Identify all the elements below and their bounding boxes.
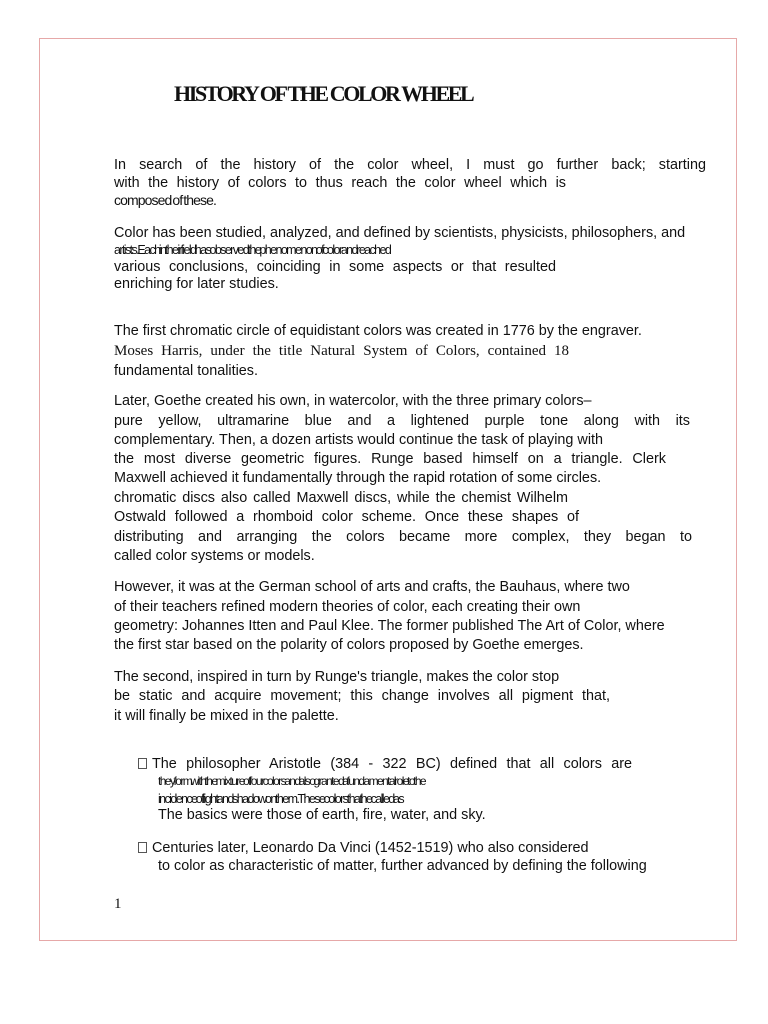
text-line: In search of the history of the color wheel, I must go further back; starting <box>114 157 706 173</box>
text-line: of their teachers refined modern theories of color, each creating their own <box>114 599 581 615</box>
text-line: to color as characteristic of matter, further advanced by defining the following <box>158 858 647 874</box>
text-line: distributing and arranging the colors became more complex, they began to <box>114 529 692 545</box>
text-line: The first chromatic circle of equidistant colors was created in 1776 by the engraver. <box>114 323 642 339</box>
text-line: enriching for later studies. <box>114 276 279 292</box>
text-line: called color systems or models. <box>114 548 315 564</box>
text-line: The basics were those of earth, fire, water, and sky. <box>158 807 486 823</box>
text-line: be static and acquire movement; this change involves all pigment that, <box>114 688 610 704</box>
bullet-box-icon <box>138 758 147 769</box>
text-line: with the history of colors to thus reach the color wheel which is <box>114 175 566 191</box>
text-line: Color has been studied, analyzed, and defined by scientists, physicists, philosophers, and <box>114 225 686 241</box>
text-line: the first star based on the polarity of colors proposed by Goethe emerges. <box>114 637 584 653</box>
text-line: Ostwald followed a rhomboid color scheme. Once these shapes of <box>114 509 579 525</box>
text-line: incidence of light and shadow on them. These colors that he called as <box>158 792 404 806</box>
text-line: various conclusions, coinciding in some aspects or that resulted <box>114 259 556 275</box>
text-line: Maxwell achieved it fundamentally through the rapid rotation of some circles. <box>114 470 602 486</box>
page-number: 1 <box>114 896 122 912</box>
text-line: pure yellow, ultramarine blue and a lightened purple tone along with its <box>114 413 690 429</box>
text-line: However, it was at the German school of arts and crafts, the Bauhaus, where two <box>114 579 630 595</box>
document-title: HISTORY OF THE COLOR WHEEL <box>174 81 473 106</box>
bullet-box-icon <box>138 842 147 853</box>
text-line: complementary. Then, a dozen artists would continue the task of playing with <box>114 432 604 448</box>
text-line: Moses Harris, under the title Natural System of Colors, contained 18 <box>114 343 569 359</box>
text-line: the most diverse geometric figures. Runge based himself on a triangle. Clerk <box>114 451 666 467</box>
text-line: Later, Goethe created his own, in watercolor, with the three primary colors– <box>114 393 592 409</box>
text-line: they form with the mixture of four colors and also granted a fundamental role to the <box>158 774 426 788</box>
text-line: chromatic discs also called Maxwell discs, while the chemist Wilhelm <box>114 490 568 506</box>
text-line: fundamental tonalities. <box>114 363 258 379</box>
text-line: artists. Each in their field has observed the phenomenon of color and reached <box>114 243 391 257</box>
text-line: composed of these. <box>114 192 216 208</box>
text-line: geometry: Johannes Itten and Paul Klee. The former published The Art of Color, where <box>114 618 665 634</box>
bullet-item: Centuries later, Leonardo Da Vinci (1452-1519) who also considered <box>138 839 589 857</box>
text-line: The second, inspired in turn by Runge's triangle, makes the color stop <box>114 669 560 685</box>
bullet-item: The philosopher Aristotle (384 - 322 BC) defined that all colors are <box>138 755 632 773</box>
text-line: it will finally be mixed in the palette. <box>114 708 339 724</box>
